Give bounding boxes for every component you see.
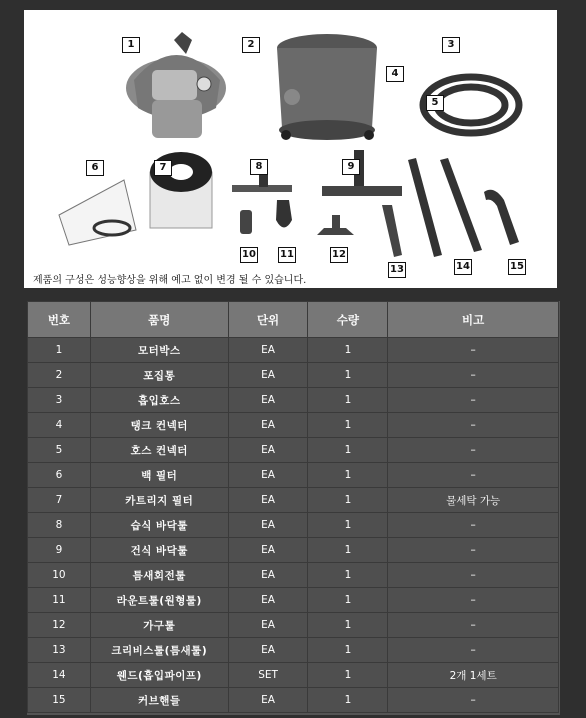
- header-number: 번호: [28, 302, 91, 338]
- cell-remarks: –: [388, 438, 559, 463]
- cell-quantity: 1: [308, 588, 388, 613]
- header-item-name: 품명: [90, 302, 228, 338]
- cell-number: 3: [28, 388, 91, 413]
- cell-unit: EA: [228, 538, 308, 563]
- cell-number: 10: [28, 563, 91, 588]
- motor-box-image: [126, 32, 226, 138]
- table-header-row: [28, 302, 559, 338]
- cell-number: 6: [28, 463, 91, 488]
- table-row: [28, 563, 559, 588]
- table-row: [28, 463, 559, 488]
- callout-1: 1: [122, 37, 140, 53]
- callout-11: 11: [278, 247, 296, 263]
- callout-15: 15: [508, 259, 526, 275]
- cell-remarks: –: [388, 338, 559, 363]
- cell-unit: EA: [228, 563, 308, 588]
- cell-number: 8: [28, 513, 91, 538]
- cell-unit: EA: [228, 488, 308, 513]
- callout-2: 2: [242, 37, 260, 53]
- cell-quantity: 1: [308, 363, 388, 388]
- table-row: [28, 488, 559, 513]
- callout-8: 8: [250, 159, 268, 175]
- dry-floor-tool-image: [322, 150, 402, 196]
- table-row: [28, 413, 559, 438]
- product-components-figure: [24, 10, 557, 288]
- callout-14: 14: [454, 259, 472, 275]
- cell-quantity: 1: [308, 413, 388, 438]
- cell-quantity: 1: [308, 688, 388, 713]
- cell-remarks: –: [388, 638, 559, 663]
- cell-remarks: 2개 1세트: [388, 663, 559, 688]
- cell-remarks: –: [388, 588, 559, 613]
- cell-item-name: 카트리지 필터: [90, 488, 228, 513]
- cell-remarks: –: [388, 463, 559, 488]
- cell-unit: EA: [228, 438, 308, 463]
- cell-remarks: 물세탁 가능: [388, 488, 559, 513]
- cell-unit: EA: [228, 363, 308, 388]
- cell-unit: EA: [228, 588, 308, 613]
- cell-quantity: 1: [308, 438, 388, 463]
- collection-tank-image: [277, 34, 377, 140]
- wand-image-a: [408, 158, 442, 257]
- callout-5: 5: [426, 95, 444, 111]
- cell-quantity: 1: [308, 613, 388, 638]
- table-row: [28, 613, 559, 638]
- cell-number: 14: [28, 663, 91, 688]
- furniture-tool-image: [317, 215, 354, 235]
- cell-quantity: 1: [308, 563, 388, 588]
- round-tool-image: [276, 200, 292, 228]
- cell-number: 15: [28, 688, 91, 713]
- curved-handle-image: [484, 190, 519, 245]
- cell-unit: EA: [228, 388, 308, 413]
- callout-4: 4: [386, 66, 404, 82]
- cell-remarks: –: [388, 413, 559, 438]
- crevice-tool-image: [382, 205, 402, 257]
- cell-item-name: 호스 컨넥터: [90, 438, 228, 463]
- cell-unit: EA: [228, 463, 308, 488]
- parts-table: [27, 301, 559, 713]
- parts-table-frame: [27, 301, 560, 715]
- cell-quantity: 1: [308, 338, 388, 363]
- cell-number: 12: [28, 613, 91, 638]
- cell-item-name: 탱크 컨넥터: [90, 413, 228, 438]
- crevice-rotating-tool-image: [240, 210, 252, 234]
- table-row: [28, 538, 559, 563]
- callout-10: 10: [240, 247, 258, 263]
- callout-9: 9: [342, 159, 360, 175]
- table-row: [28, 438, 559, 463]
- wand-image-b: [440, 158, 482, 252]
- cell-item-name: 모터박스: [90, 338, 228, 363]
- cell-item-name: 습식 바닥툴: [90, 513, 228, 538]
- callout-3: 3: [442, 37, 460, 53]
- cell-item-name: 백 필터: [90, 463, 228, 488]
- cell-item-name: 포집통: [90, 363, 228, 388]
- cell-remarks: –: [388, 388, 559, 413]
- table-row: [28, 513, 559, 538]
- cell-number: 4: [28, 413, 91, 438]
- cell-number: 11: [28, 588, 91, 613]
- cell-item-name: 라운트툴(원형툴): [90, 588, 228, 613]
- table-row: [28, 638, 559, 663]
- cell-number: 13: [28, 638, 91, 663]
- cell-unit: EA: [228, 688, 308, 713]
- callout-13: 13: [388, 262, 406, 278]
- cell-quantity: 1: [308, 663, 388, 688]
- cell-unit: SET: [228, 663, 308, 688]
- table-row: [28, 688, 559, 713]
- cell-unit: EA: [228, 413, 308, 438]
- header-unit: 단위: [228, 302, 308, 338]
- table-row: [28, 338, 559, 363]
- cell-unit: EA: [228, 513, 308, 538]
- change-notice-text: 제품의 구성은 성능향상을 위해 예고 없이 변경 될 수 있습니다.: [33, 275, 307, 286]
- cell-remarks: –: [388, 613, 559, 638]
- cell-remarks: –: [388, 513, 559, 538]
- callout-6: 6: [86, 160, 104, 176]
- cell-remarks: –: [388, 363, 559, 388]
- cell-quantity: 1: [308, 388, 388, 413]
- table-row: [28, 588, 559, 613]
- table-row: [28, 388, 559, 413]
- cell-quantity: 1: [308, 463, 388, 488]
- cell-remarks: –: [388, 563, 559, 588]
- cell-quantity: 1: [308, 513, 388, 538]
- cell-item-name: 가구툴: [90, 613, 228, 638]
- cell-unit: EA: [228, 638, 308, 663]
- cell-unit: EA: [228, 613, 308, 638]
- table-row: [28, 663, 559, 688]
- cell-quantity: 1: [308, 488, 388, 513]
- cell-item-name: 커브핸들: [90, 688, 228, 713]
- cell-number: 5: [28, 438, 91, 463]
- cell-number: 2: [28, 363, 91, 388]
- cell-number: 1: [28, 338, 91, 363]
- cell-quantity: 1: [308, 638, 388, 663]
- callout-12: 12: [330, 247, 348, 263]
- cell-remarks: –: [388, 538, 559, 563]
- cell-item-name: 크리비스툴(틈새툴): [90, 638, 228, 663]
- table-row: [28, 363, 559, 388]
- bag-filter-image: [59, 180, 136, 245]
- cell-item-name: 틈새회전툴: [90, 563, 228, 588]
- header-remarks: 비고: [388, 302, 559, 338]
- cell-number: 9: [28, 538, 91, 563]
- cell-unit: EA: [228, 338, 308, 363]
- cell-item-name: 웬드(흡입파이프): [90, 663, 228, 688]
- cell-quantity: 1: [308, 538, 388, 563]
- cell-number: 7: [28, 488, 91, 513]
- callout-7: 7: [154, 160, 172, 176]
- cell-remarks: –: [388, 688, 559, 713]
- header-quantity: 수량: [308, 302, 388, 338]
- cell-item-name: 건식 바닥툴: [90, 538, 228, 563]
- cell-item-name: 흡입호스: [90, 388, 228, 413]
